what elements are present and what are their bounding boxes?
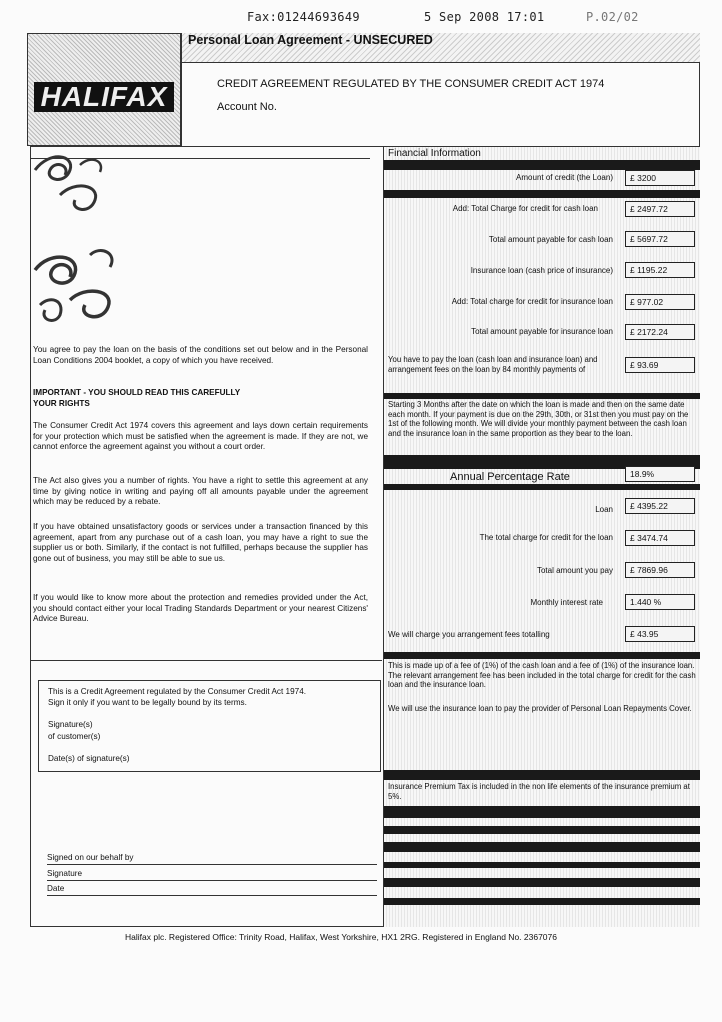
rights-paragraph-2: The Act also gives you a number of rights. You have a right to settle this agreement at any time by giving notice in writing and paying off all amounts payable under the agreement which may be reduced by a rebate.	[33, 476, 368, 507]
agreement-title: Personal Loan Agreement - UNSECURED	[188, 33, 433, 47]
insurance-total-label: Total amount payable for insurance loan	[471, 327, 613, 336]
dark-band	[384, 862, 700, 868]
logo-divider	[181, 33, 182, 146]
cash-loan-charge-value: £ 2497.72	[625, 201, 695, 217]
loan-value: £ 4395.22	[625, 498, 695, 514]
rights-paragraph-1: The Consumer Credit Act 1974 covers this agreement and lays down certain requirements for your protection which must be satisfied when the agreement is made. If they are not, we cannot enforce the agreement against you without a court order.	[33, 421, 368, 452]
financial-heading: Financial Information	[388, 148, 481, 159]
your-rights-heading: YOUR RIGHTS	[33, 399, 90, 408]
dark-band	[384, 878, 700, 887]
premium-tax-text: Insurance Premium Tax is included in the non life elements of the insurance premium at 5%.	[388, 782, 690, 801]
insurance-use-text: We will use the insurance loan to pay the provider of Personal Loan Repayments Cover.	[388, 704, 692, 713]
signed-on-behalf-label: Signed on our behalf by	[47, 853, 134, 862]
fees-explanation: This is made up of a fee of (1%) of the cash loan and a fee of (1%) of the insurance loan. The relevant arrangement fee has been included in the total charge for credit for the cash loan and the insurance loan.	[388, 661, 696, 690]
insurance-loan-value: £ 1195.22	[625, 262, 695, 278]
apr-value: 18.9%	[625, 466, 695, 482]
total-charge-label: The total charge for credit for the loan	[479, 533, 613, 542]
dark-band	[384, 770, 700, 780]
total-pay-value: £ 7869.96	[625, 562, 695, 578]
left-mid-line	[30, 660, 382, 661]
cash-loan-total-value: £ 5697.72	[625, 231, 695, 247]
arrangement-fees-value: £ 43.95	[625, 626, 695, 642]
dark-band	[384, 160, 700, 170]
amount-of-credit-value: £ 3200	[625, 170, 695, 186]
date-label-2: Date	[47, 884, 65, 893]
apr-label: Annual Percentage Rate	[450, 471, 570, 483]
monthly-interest-value: 1.440 %	[625, 594, 695, 610]
dark-band	[384, 898, 700, 905]
dark-band	[384, 652, 700, 659]
dark-band	[384, 842, 700, 852]
cash-loan-total-label: Total amount payable for cash loan	[488, 235, 613, 244]
fax-number: Fax:01244693649	[247, 10, 360, 24]
signed-behalf-line	[47, 864, 377, 865]
sigbox-line-1: This is a Credit Agreement regulated by the Consumer Credit Act 1974.	[48, 687, 307, 696]
intro-paragraph: You agree to pay the loan on the basis of the conditions set out below and in the Personal Loan Conditions 2004 booklet, a copy of which you have received.	[33, 345, 368, 365]
insurance-charge-value: £ 977.02	[625, 294, 695, 310]
registered-office-footer: Halifax plc. Registered Office: Trinity Road, Halifax, West Yorkshire, HX1 2RG. Registered in England No. 2367076	[125, 932, 557, 942]
dark-band	[384, 484, 700, 490]
amount-of-credit-label: Amount of credit (the Loan)	[516, 173, 613, 182]
account-number-label: Account No.	[217, 101, 277, 113]
signature-line-2	[47, 880, 377, 881]
rights-paragraph-4: If you would like to know more about the protection and remedies provided under the Act, you should contact either your local Trading Standards Department or your nearest Citizens' Advice Bureau.	[33, 593, 368, 624]
loan-label: Loan	[595, 505, 613, 514]
repayment-text: You have to pay the loan (cash loan and insurance loan) and arrangement fees on the loan by 84 monthly payments of	[388, 355, 598, 374]
signature-date-label: Date(s) of signature(s)	[48, 754, 130, 763]
signature-label-2: Signature	[47, 869, 83, 878]
dark-band	[384, 806, 700, 818]
insurance-loan-label: Insurance loan (cash price of insurance)	[470, 266, 613, 275]
important-heading: IMPORTANT - YOU SHOULD READ THIS CAREFULLY	[33, 388, 241, 397]
rights-paragraph-3: If you have obtained unsatisfactory goods or services under a transaction financed by this agreement, apart from any purchase out of a cash loan, you may have a right to sue the supplier us or both. Similarly, if the contact is not fulfilled, perhaps because the supplier has gone out of business, you may still be able to sue us.	[33, 522, 368, 563]
total-charge-value: £ 3474.74	[625, 530, 695, 546]
insurance-charge-label: Add: Total charge for credit for insurance loan	[451, 297, 613, 306]
agreement-subtitle: CREDIT AGREEMENT REGULATED BY THE CONSUMER CREDIT ACT 1974	[217, 78, 605, 90]
monthly-interest-label: Monthly interest rate	[530, 598, 603, 607]
of-customer-label: of customer(s)	[48, 732, 101, 741]
sigbox-line-2: Sign it only if you want to be legally bound by its terms.	[48, 698, 247, 707]
arrangement-fees-label: We will charge you arrangement fees totalling	[388, 630, 550, 639]
total-pay-label: Total amount you pay	[536, 566, 613, 575]
fax-date-time: 5 Sep 2008 17:01	[424, 10, 545, 24]
cash-loan-charge-label: Add: Total Charge for credit for cash loan	[452, 204, 598, 213]
dark-band	[384, 393, 700, 399]
date-line-2	[47, 895, 377, 896]
customer-signature-label: Signature(s)	[48, 720, 93, 729]
halifax-logo: HALIFAX	[34, 82, 174, 112]
swirl-ornament-icon	[30, 245, 120, 330]
fax-page: P.02/02	[586, 10, 639, 24]
starting-text: Starting 3 Months after the date on which the loan is made and then on the same date each month. If your payment is due on the 29th, 30th, or 31st then you must pay on the 1st of the following month. We will divide your monthly payment between the cash loan and the insurance loan in the same proportion as they bear to the loan.	[388, 400, 689, 438]
dark-band	[384, 190, 700, 198]
swirl-ornament-icon	[30, 150, 110, 220]
monthly-payment-value: £ 93.69	[625, 357, 695, 373]
dark-band	[384, 826, 700, 834]
insurance-total-value: £ 2172.24	[625, 324, 695, 340]
